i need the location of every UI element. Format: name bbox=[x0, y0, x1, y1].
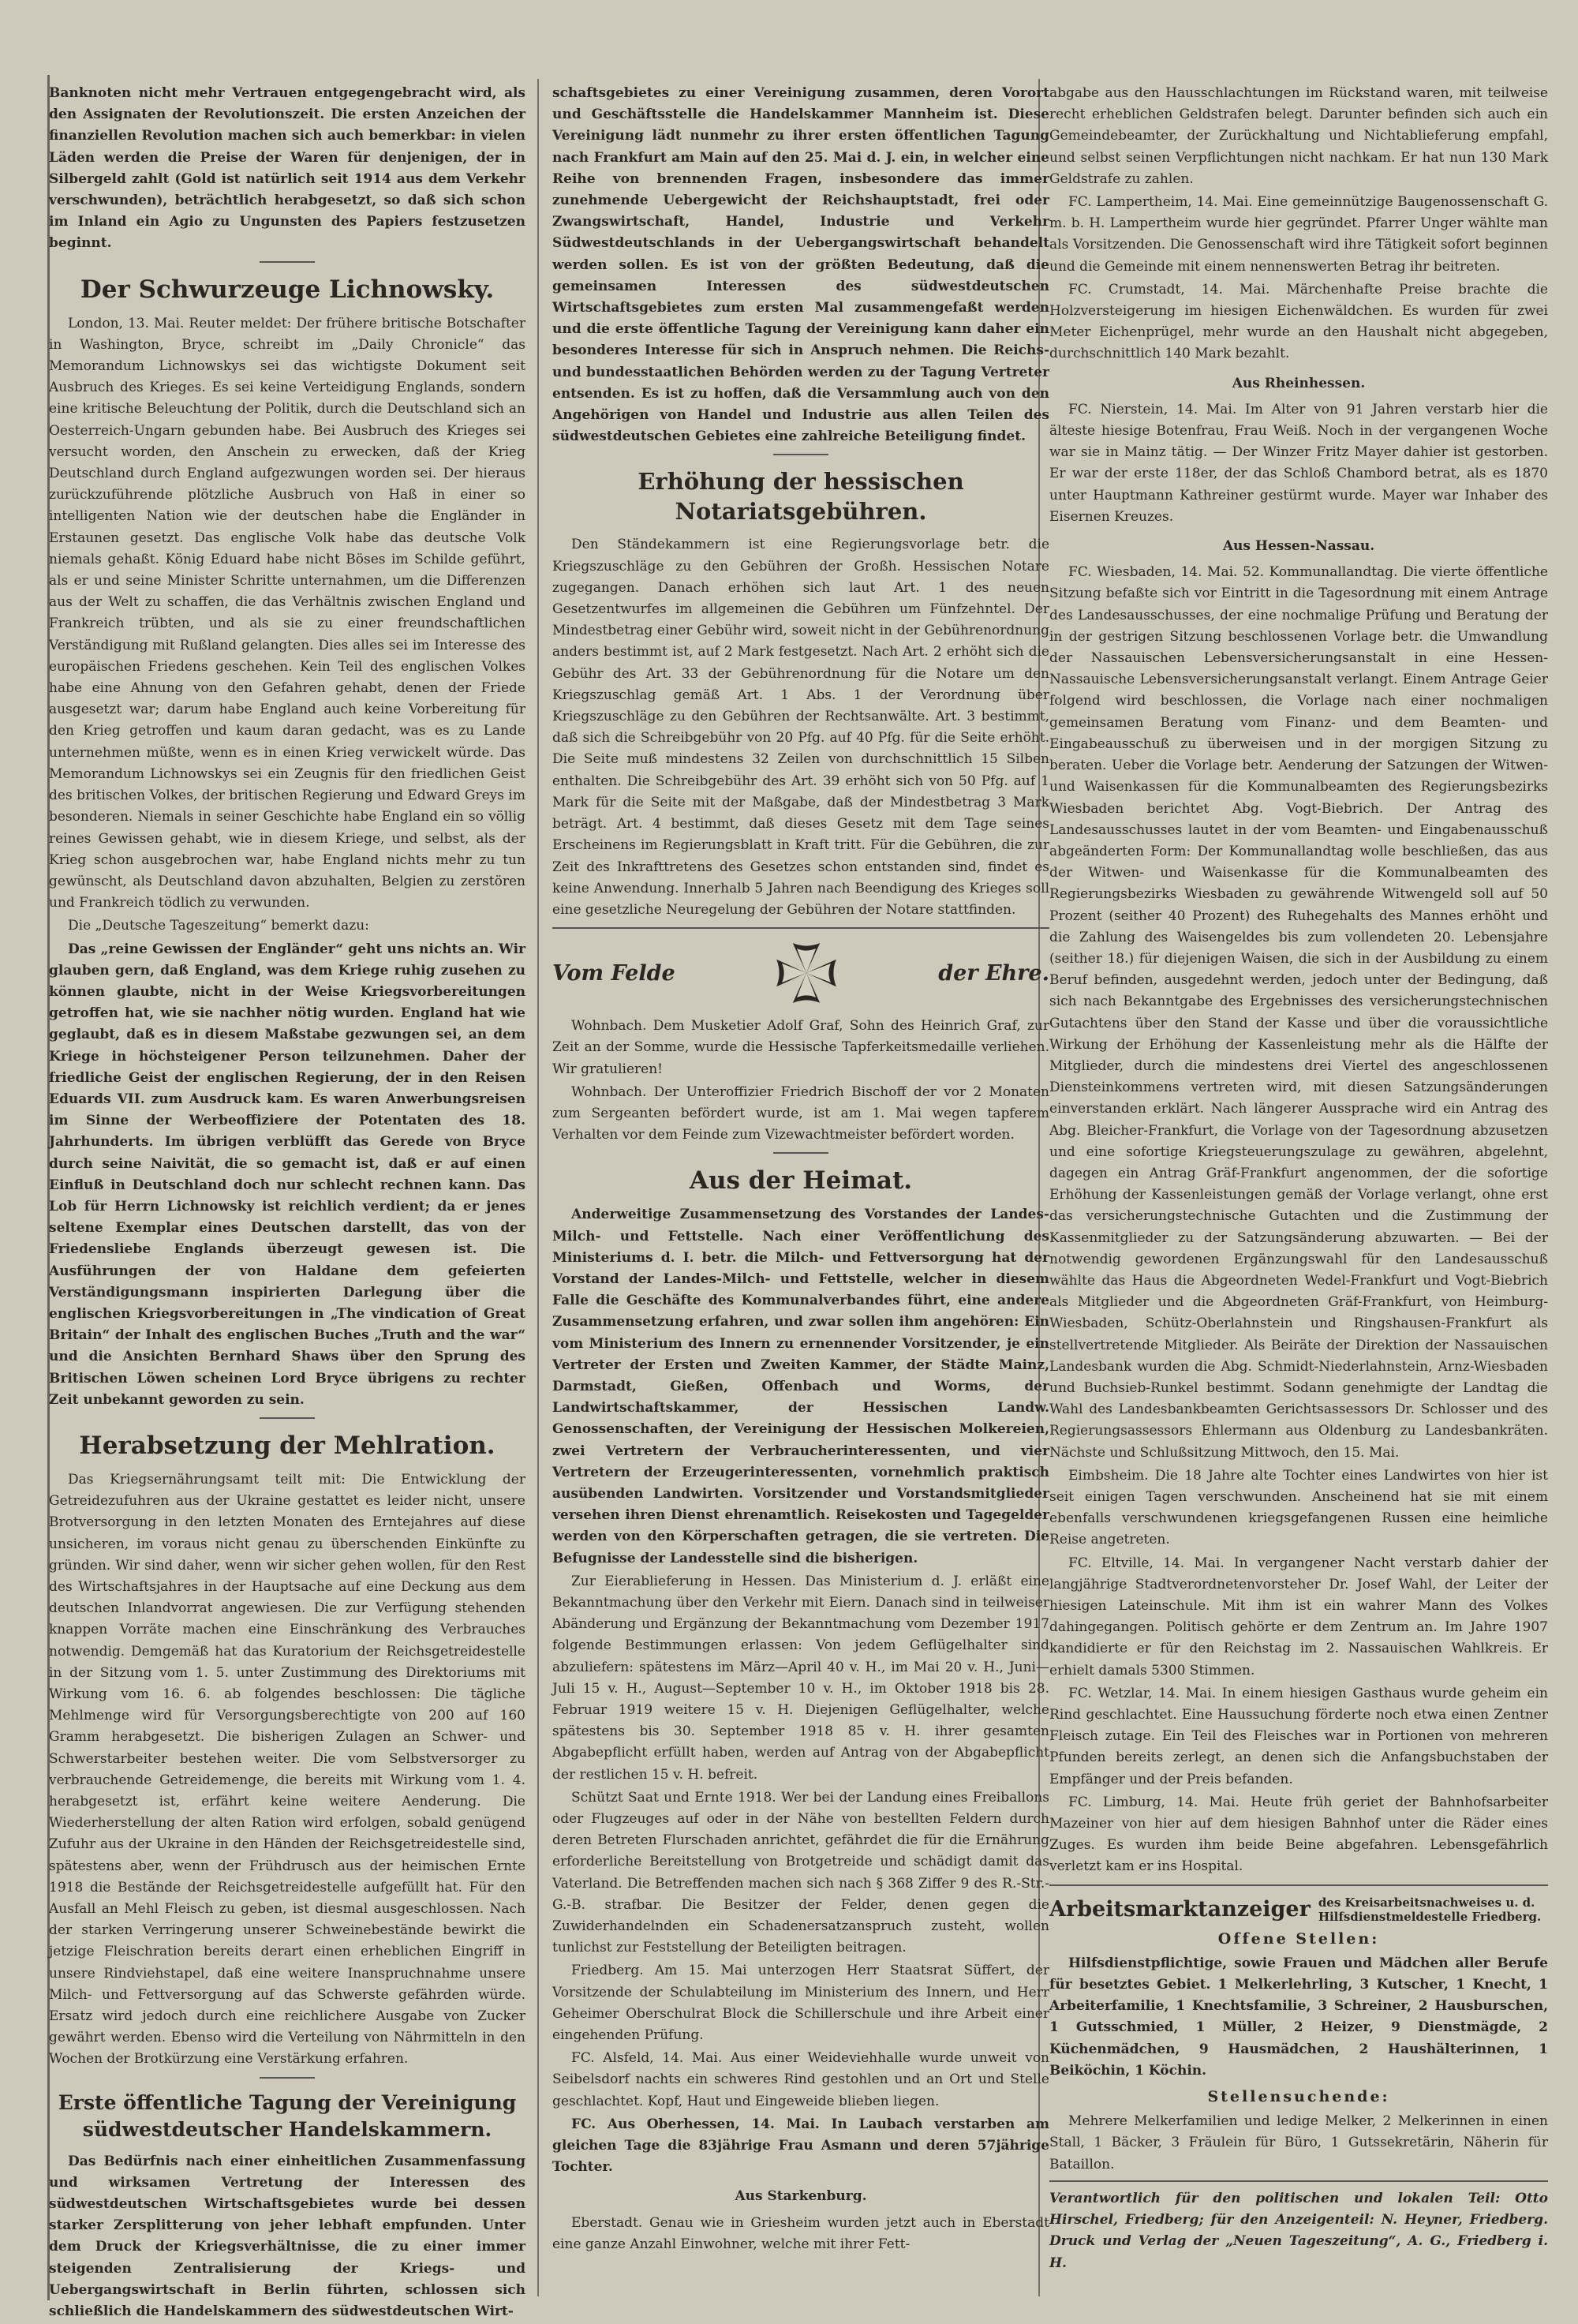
article-continuation: Banknoten nicht mehr Vertrauen entgegengebracht wird, als den Assignaten der Revolutionszeit. Die ersten Anzeichen der finanziellen Revolution machen sich auch bemerkbar: in vielen Läden werden die Preise der Waren für denjenigen, der in Silbergeld zahlt (Gold ist natürlich seit 1914 aus dem Verkehr verschwunden), beträchtlich herabgesetzt, so daß sich schon im Inland ein Agio zu Ungunsten des Papiers festzusetzen beginnt. bbox=[49, 85, 525, 252]
article-paragraph: FC. Lampertheim, 14. Mai. Eine gemeinnützige Baugenossenschaft G. m. b. H. Lampertheim wurde hier gegründet. Pfarrer Unger wählte man als Vorsitzenden. Die Genossenschaft wird ihre Tätigkeit sofort beginnen und die Gemeinde mit einem nennenswerten Betrag ihr beitreten. bbox=[1049, 194, 1548, 275]
column-left bbox=[49, 83, 525, 2320]
column-rule bbox=[537, 79, 539, 2296]
article-paragraph: Eimbsheim. Die 18 Jahre alte Tochter eines Landwirtes von hier ist seit einigen Tagen verschwunden. Anscheinend hat sie mit einem ebenfalls verschwundenen kriegsgefangenen Russen eine heimliche Reise angetreten. bbox=[1049, 1467, 1548, 1548]
article-paragraph: FC. Aus Oberhessen, 14. Mai. In Laubach verstarben am gleichen Tage die 83jährige Frau Asmann und deren 57jährige Tochter. bbox=[552, 2116, 1049, 2176]
article-paragraph: Schützt Saat und Ernte 1918. Wer bei der Landung eines Freiballons oder Flugzeuges auf oder in der Nähe von bestellten Feldern durch deren Betreten Flurschaden anrichtet, gefährdet die für die Ernährung erforderliche Bereitstellung von Brotgetreide und schädigt damit das Vaterland. Die Betreffenden machen sich nach § 368 Ziffer 9 des R.-Str.-G.-B. strafbar. Die Besitzer der Felder, denen gegen die Zuwiderhandelnden ein Schadenersatzanspruch zusteht, wollen tunlichst zur Feststellung der Beteiligten beitragen. bbox=[552, 1789, 1049, 1956]
job-seekers-heading: Stellensuchende: bbox=[1207, 2088, 1390, 2106]
article-paragraph: FC. Crumstadt, 14. Mai. Märchenhafte Preise brachte die Holzversteigerung im hiesigen Eichenwäldchen. Es wurden für zwei Meter Eichenprügel, mehr wurde an den Haushalt nicht abgegeben, durchschnittlich 140 Mark bezahlt. bbox=[1049, 281, 1548, 362]
headline-mehlration: Herabsetzung der Mehlration. bbox=[79, 1431, 495, 1460]
subheading-hessen-nassau: Aus Hessen-Nassau. bbox=[1222, 538, 1375, 555]
separator bbox=[1049, 2180, 1548, 2182]
article-paragraph: Die „Deutsche Tageszeitung“ bemerkt dazu: bbox=[68, 918, 369, 934]
iron-cross-icon bbox=[772, 939, 840, 1007]
open-positions-list: Hilfsdienstpflichtige, sowie Frauen und Mädchen aller Berufe für besetztes Gebiet. 1 Melkerlehrling, 3 Kutscher, 1 Knecht, 1 Arbeiterfamilie, 1 Knechtsfamilie, 3 Schreiner, 2 Hausburschen, 1 Gutsschmied, 1 Müller, 2 Heizer, 9 Dienstmägde, 2 Küchenmädchen, 9 Hausmädchen, 2 Haushälterinnen, 1 Beiköchin, 1 Köchin. bbox=[1049, 1955, 1548, 2079]
article-paragraph: Das Bedürfnis nach einer einheitlichen Zusammenfassung und wirksamen Vertretung der Interessen des südwestdeutschen Wirtschaftsgebietes wurde bei dessen starker Zersplitterung von jeher lebhaft empfunden. Unter dem Druck der Kriegsverhältnisse, die zu einer immer steigenden Zentralisierung der Kriegs- und Uebergangswirtschaft in Berlin führten, schlossen sich schließlich die Handelskammern des südwestdeutschen Wirt- bbox=[49, 2153, 525, 2320]
article-paragraph: FC. Eltville, 14. Mai. In vergangener Nacht verstarb dahier der langjährige Stadtverordnetenvorsteher Dr. Josef Wahl, der Leiter der hiesigen Lateinschule. Mit ihm ist ein wahrer Mann des Volkes dahingegangen. Politisch gehörte er dem Zentrum an. Im Jahre 1907 kandidierte er für den Reichstag im 2. Nassauischen Wahlkreis. Er erhielt damals 5300 Stimmen. bbox=[1049, 1555, 1548, 1678]
labor-market-subtitle-line: Hilfsdienstmeldestelle Friedberg. bbox=[1318, 1909, 1542, 1924]
headline-aus-der-heimat: Aus der Heimat. bbox=[689, 1166, 913, 1196]
separator bbox=[260, 261, 315, 263]
article-paragraph: FC. Wetzlar, 14. Mai. In einem hiesigen Gasthaus wurde geheim ein Rind geschlachtet. Eine Haussuchung förderte noch etwa einen Zentner Fleisch zutage. Ein Teil des Fleisches war in Portionen von mehreren Pfunden bereits zerlegt, an denen sich die Anfangsbuchstaben der Empfänger und der Preis befanden. bbox=[1049, 1685, 1548, 1787]
article-paragraph: FC. Wiesbaden, 14. Mai. 52. Kommunallandtag. Die vierte öffentliche Sitzung befaßte sich vor Eintritt in die Tagesordnung mit einem Antrage des Landesausschusses, der eine nochmalige Prüfung und Beratung der in der gestrigen Sitzung beschlossenen Vorlage betr. die Umwandlung der Nassauischen Lebensversicherungsanstalt in eine Hessen-Nassauische Lebensversicherungsanstalt verlangt. Einem Antrage Geier folgend wird beschlossen, die Vorlage nach einer nochmaligen gemeinsamen Beratung vom Finanz- und dem Beamten- und Eingabeausschuß zu überweisen und in der morgigen Sitzung zu beraten. Ueber die Vorlage betr. Aenderung der Satzungen der Witwen- und Waisenkassen für die Kommunalbeamten des Regierungsbezirks Wiesbaden berichtet Abg. Vogt-Biebrich. Der Antrag des Landesausschusses lautet in der vom Beamten- und Eingabenausschuß abgeänderten Form: Der Kommunallandtag wolle beschließen, das aus der Witwen- und Waisenkasse für die Kommunalbeamten des Regierungsbezirks Wiesbaden zu gewährende Witwengeld soll auf 50 Prozent (seither 40 Prozent) des Ruhegehalts des Mannes erhöht und die Zahlung des Waisengeldes bis zum vollendeten 20. Lebensjahre (seither 18.) für diejenigen Waisen, die sich in der Ausbildung zu einem Beruf befinden, ausgedehnt werden, jedoch unter der Bedingung, daß sich nach Bekanntgabe des Ergebnisses des versicherungstechnischen Gutachtens über den Stand der Kasse und über die voraussichtliche Wirkung der Erhöhung der Kassenleistung mehr als die Hälfte der Mitglieder, durch die mindestens drei Viertel des angeschlossenen Diensteinkommens vertreten wird, mit diesen Satzungsänderungen einverstanden erklärt. Nach längerer Aussprache wird ein Antrag des Abg. Bleicher-Frankfurt, die Vorlage von der Tagesordnung abzusetzen und eine sofortige Kriegsteuerungszulage zu gewähren, abgelehnt, dagegen ein Antrag Gräf-Frankfurt angenommen, der die sofortige Erhöhung der Kassenleistungen gemäß der Vorlage verlangt, ohne erst das versicherungstechnische Gutachten und die Zustimmung der Kassenmitglieder zu der Satzungsänderung abzuwarten. — Bei der notwendig gewordenen Ergänzungswahl für den Landesausschuß wählte das Haus die Abgeordneten Wedel-Frankfurt und Vogt-Biebrich als Mitglieder und die Abgeordneten Gräf-Frankfurt, von Heimburg-Wiesbaden, Schütz-Oberlahnstein und Ringshausen-Frankfurt als stellvertretende Mitglieder. Als Beiräte der Direktion der Nassauischen Landesbank wurden die Abg. Schmidt-Niederlahnstein, Arnz-Wiesbaden und Buchsieb-Runkel bestimmt. Sodann genehmigte der Landtag die Wahl des Landesbankbeamten Gerichtsassessors Dr. Schlosser und des Regierungsassessors Ehlermann aus Oldenburg zu Landesbankräten. Nächste und Schlußsitzung Mittwoch, den 15. Mai. bbox=[1049, 564, 1548, 1461]
subheading-rheinhessen: Aus Rheinhessen. bbox=[1232, 375, 1366, 391]
article-paragraph: FC. Alsfeld, 14. Mai. Aus einer Weideviehhalle wurde unweit von Seibelsdorf nachts ein schweres Rind gestohlen und an Ort und Stelle geschlachtet. Kopf, Haut und Eingeweide blieben liegen. bbox=[552, 2050, 1049, 2109]
article-paragraph: FC. Limburg, 14. Mai. Heute früh geriet der Bahnhofsarbeiter Mazeiner von hier auf dem hiesigen Bahnhof unter die Räder eines Zuges. Es wurden ihm beide Beine abgefahren. Lebensgefährlich verletzt kam er ins Hospital. bbox=[1049, 1794, 1548, 1875]
column-right bbox=[1049, 83, 1548, 2296]
separator bbox=[260, 2077, 315, 2079]
job-seekers-list: Mehrere Melkerfamilien und ledige Melker, 2 Melkerinnen in einen Stall, 1 Bäcker, 3 Fräulein für Büro, 1 Gutssekretärin, Näherin für Bataillon. bbox=[1049, 2113, 1548, 2172]
article-paragraph: Wohnbach. Dem Musketier Adolf Graf, Sohn des Heinrich Graf, zur Zeit an der Somme, wurde die Hessische Tapferkeitsmedaille verliehen. Wir gratulieren! bbox=[552, 1018, 1049, 1077]
separator bbox=[552, 927, 1049, 929]
section-title-right: der Ehre. bbox=[938, 960, 1049, 986]
headline-notariatsgebuehren: Erhöhung der hessischen Notariatsgebühren. bbox=[638, 468, 964, 526]
subheading-starkenburg: Aus Starkenburg. bbox=[735, 2188, 867, 2205]
article-paragraph: Das Kriegsernährungsamt teilt mit: Die Entwicklung der Getreidezufuhren aus der Ukraine gestattet es leider nicht, unsere Brotversorgung in den letzten Monaten des Erntejahres auf diese unsicheren, im voraus nicht genau zu überschenden Einkünfte zu gründen. Wir sind daher, wenn wir sicher gehen wollen, für den Rest des Wirtschaftsjahres in der Hauptsache auf eine Deckung aus dem deutschen Inlandvorrat angewiesen. Die zur Verfügung stehenden knappen Vorräte machen eine Einschränkung des Verbrauches notwendig. Demgemäß hat das Kuratorium der Reichsgetreidestelle in der Sitzung vom 1. 5. unter Zustimmung des Direktoriums mit Wirkung vom 16. 6. ab folgendes beschlossen: Die tägliche Mehlmenge wird für Versorgungsberechtigte von 200 auf 160 Gramm herabgesetzt. Die bisherigen Zulagen an Schwer- und Schwerstarbeiter bestehen weiter. Die vom Selbstversorger zu verbrauchende Getreidemenge, die bereits mit Wirkung vom 1. 4. herabgesetzt ist, erfährt keine weitere Aenderung. Die Wiederherstellung der alten Ration wird erfolgen, sobald genügend Zufuhr aus der Ukraine in den Händen der Reichsgetreidestelle sind, spätestens aber, wenn der Frühdrusch aus der heimischen Ernte 1918 die Bestände der Reichsgetreidestelle aufgefüllt hat. Für den Ausfall an Mehl Fleisch zu geben, ist diesmal ausgeschlossen. Nach der starken Verringerung unserer Schweinebestände bewirkt die jetzige Fleischration bereits derart einen erheblichen Eingriff in unsere Rindviehstapel, daß eine weitere Inanspruchnahme unsere Milch- und Fettversorgung auf das Schwerste gefährden würde. Ersatz wird jedoch durch eine reichlichere Ausgabe von Zucker gewährt werden. Ebenso wird die Verteilung von Nährmitteln in den Wochen der Brotkürzung eine Verstärkung erfahren. bbox=[49, 1471, 525, 2068]
labor-market-subtitle bbox=[1318, 1896, 1541, 1924]
section-vom-felde-der-ehre bbox=[552, 935, 1049, 1011]
separator bbox=[773, 454, 828, 455]
section-title-left: Vom Felde bbox=[552, 960, 675, 986]
article-paragraph: Das „reine Gewissen der Engländer“ geht uns nichts an. Wir glauben gern, daß England, was dem Kriege ruhig zusehen zu können glaubte, nicht in der Weise Kriegsvorbereitungen getroffen hat, wie sie nachher nötig wurden. England hat wie geglaubt, daß es in diesem Maßstabe gezwungen sei, an dem Kriege in höchsteigener Person teilzunehmen. Daher der friedliche Geist der englischen Regierung, der in den Reisen Eduards VII. zum Ausdruck kam. Es waren Anwerbungsreisen im Sinne der Werbeoffiziere der Potentaten des 18. Jahrhunderts. Im übrigen verblüfft das Gerede von Bryce durch seine Naivität, die so gemacht ist, daß er auf einen Einfluß in Deutschland doch nur schlecht rechnen kann. Das Lob für Herrn Lichnowsky ist reichlich verdient; da er jenes seltene Exemplar eines Deutschen darstellt, das von der Friedensliebe Englands überzeugt gewesen ist. Die Ausführungen der von Haldane dem gefeierten Verständigungsmann inspirierten Darlegung über die englischen Kriegsvorbereitungen in „The vindication of Great Britain“ der Inhalt des englischen Buches „Truth and the war“ und die Ansichten Bernhard Shaws über den Sprung des Britischen Löwen scheinen Lord Bryce übrigens zu rechter Zeit unbekannt geworden zu sein. bbox=[49, 941, 525, 1408]
headline-handelskammern: Erste öffentliche Tagung der Vereinigung südwestdeutscher Handelskammern. bbox=[58, 2090, 517, 2141]
article-paragraph: Eberstadt. Genau wie in Griesheim wurden jetzt auch in Eberstadt eine ganze Anzahl Einwohner, welche mit ihrer Fett- bbox=[552, 2214, 1049, 2252]
separator bbox=[260, 1417, 315, 1419]
article-paragraph: Zur Eierablieferung in Hessen. Das Ministerium d. J. erläßt eine Bekanntmachung über den Verkehr mit Eiern. Danach sind in teilweiser Abänderung und Ergänzung der Bekanntmachung vom Dezember 1917 folgende Bestimmungen erlassen: Von jedem Geflügelhalter sind abzuliefern: spätestens im März—April 40 v. H., im Mai 20 v. H., Juni—Juli 15 v. H., August—September 10 v. H., im Oktober 1918 bis 28. Februar 1919 weitere 15 v. H. Diejenigen Geflügelhalter, welche spätestens bis 30. September 1918 85 v. H. ihrer gesamten Abgabepflicht erfüllt haben, werden auf Antrag von der Abgabepflicht der restlichen 15 v. H. befreit. bbox=[552, 1573, 1049, 1783]
labor-market-header bbox=[1049, 1896, 1548, 1924]
article-continuation: schaftsgebietes zu einer Vereinigung zusammen, deren Vorort und Geschäftsstelle die Handelskammer Mannheim ist. Diese Vereinigung lädt nunmehr zu ihrer ersten öffentlichen Tagung nach Frankfurt am Main auf den 25. Mai d. J. ein, in welcher eine Reihe von brennenden Fragen, insbesondere das immer zunehmende Uebergewicht der Reichshauptstadt, frei oder Zwangswirtschaft, Handel, Industrie und Verkehr Südwestdeutschlands in der Uebergangswirtschaft behandelt werden sollen. Es ist von der größten Bedeutung, daß die gemeinsamen Interessen des südwestdeutschen Wirtschaftsgebietes zum ersten Mal zusammengefaßt werden und die erste öffentliche Tagung der Vereinigung kann daher ein besonderes Interesse für sich in Anspruch nehmen. Die Reichs- und bundesstaatlichen Behörden werden zu der Tagung Vertreter entsenden. Es ist zu hoffen, daß die Versammlung auch von den Angehörigen von Handel und Industrie aus allen Teilen des südwestdeutschen Gebietes eine zahlreiche Beteiligung findet. bbox=[552, 85, 1049, 445]
article-paragraph: London, 13. Mai. Reuter meldet: Der frühere britische Botschafter in Washington, Bryce, schreibt im „Daily Chronicle“ das Memorandum Lichnowskys sei das wichtigste Dokument seit Ausbruch des Krieges. Es sei keine Verteidigung Englands, sondern eine kritische Beleuchtung der Politik, durch die Deutschland sich an Oesterreich-Ungarn gebunden habe. Bei Ausbruch des Krieges sei versucht worden, den Anschein zu erwecken, daß der Krieg Deutschland durch England aufgezwungen worden sei. Der hieraus zurückzuführende plötzliche Ausbruch von Haß in einer so intelligenten Nation wie der deutschen habe die Engländer in Erstaunen gesetzt. Das englische Volk habe das deutsche Volk niemals gehaßt. König Eduard habe nicht Böses im Schilde geführt, als er und seine Minister Schritte unternahmen, um die Differenzen aus der Welt zu schaffen, die das Verhältnis zwischen England und Frankreich trübten, und als sie zu einer freundschaftlichen Verständigung mit Rußland gelangten. Dies alles sei im Interesse des europäischen Friedens geschehen. Kein Teil des englischen Volkes habe eine Ahnung von den Gefahren gehabt, denen der Friede ausgesetzt war; darum habe England auch keine Vorbereitung für den Krieg getroffen und kaum daran gedacht, was es zu Lande unternehmen müßte, wenn es in einen Krieg verwickelt würde. Das Memorandum Lichnowskys sei ein Zeugnis für den friedlichen Geist des britischen Volkes, der britischen Regierung und Edward Greys im besonderen. Niemals in seiner Geschichte habe England ein so völlig reines Gewissen gehabt, wie in diesem Kriege, und selbst, als der Krieg schon ausgebrochen war, habe England nichts mehr zu tun gewünscht, als Deutschland davon abzuhalten, Belgien zu zerstören und Frankreich tödlich zu verwunden. bbox=[49, 315, 525, 911]
imprint: Verantwortlich für den politischen und lokalen Teil: Otto Hirschel, Friedberg; für den Anzeigenteil: N. Heyner, Friedberg. Druck und Verlag der „Neuen Tageszeitung“, A. G., Friedberg i. H. bbox=[1049, 2190, 1548, 2271]
labor-market-subtitle-line: des Kreisarbeitsnachweises u. d. bbox=[1318, 1895, 1535, 1910]
separator bbox=[1049, 1884, 1548, 1886]
article-paragraph: Friedberg. Am 15. Mai unterzogen Herr Staatsrat Süffert, der Vorsitzende der Schulabteilung im Ministerium des Innern, und Herr Geheimer Oberschulrat Block die Schillerschule und ihre Arbeit einer eingehenden Prüfung. bbox=[552, 1963, 1049, 2044]
article-paragraph: Wohnbach. Der Unteroffizier Friedrich Bischoff der vor 2 Monaten zum Sergeanten befördert wurde, ist am 1. Mai wegen tapferem Verhalten vor dem Feinde zum Vizewachtmeister befördert worden. bbox=[552, 1083, 1049, 1143]
headline-lichnowsky: Der Schwurzeuge Lichnowsky. bbox=[80, 275, 495, 304]
article-paragraph: FC. Nierstein, 14. Mai. Im Alter von 91 Jahren verstarb hier die älteste hiesige Botenfrau, Frau Weiß. Noch in der vergangenen Woche war sie in Mainz tätig. — Der Winzer Fritz Mayer dahier ist gestorben. Er war der erste 118er, der das Schloß Chambord betrat, als es 1870 unter Hauptmann Kathreiner gestürmt wurde. Mayer war Inhaber des Eisernen Kreuzes. bbox=[1049, 401, 1548, 525]
separator bbox=[773, 1152, 828, 1154]
article-paragraph: Anderweitige Zusammensetzung des Vorstandes der Landes-Milch- und Fettstelle. Nach einer Veröffentlichung des Ministeriums d. I. betr. die Milch- und Fettversorgung hat der Vorstand der Landes-Milch- und Fettstelle, welcher in diesem Falle die Geschäfte des Kommunalverbandes führt, eine andere Zusammensetzung erfahren, und zwar sollen ihm angehören: Ein vom Ministerium des Innern zu ernennender Vorsitzender, je ein Vertreter der Ersten und Zweiten Kammer, der Städte Mainz, Darmstadt, Gießen, Offenbach und Worms, der Landwirtschaftskammer, der Hessischen Landw. Genossenschaften, der Vereinigung der Hessischen Molkereien, zwei Vertretern der Verbraucherinteressenten, und vier Vertretern der Erzeugerinteressenten, vornehmlich praktisch ausübenden Landwirten. Vorsitzender und Vorstandsmitglieder versehen ihren Dienst ehrenamtlich. Reisekosten und Tagegelder werden von den Körperschaften getragen, die sie vertreten. Die Befugnisse der Landesstelle sind die bisherigen. bbox=[552, 1207, 1049, 1566]
column-middle bbox=[552, 83, 1049, 2296]
open-positions-heading: Offene Stellen: bbox=[1217, 1929, 1380, 1948]
article-continuation: abgabe aus den Hausschlachtungen im Rückstand waren, mit teilweise recht erheblichen Geldstrafen belegt. Darunter befinden sich auch ein Gemeindebeamter, der Zurückhaltung und Nichtablieferung empfahl, und selbst seinen Verpflichtungen nicht nachkam. Er hat nun 130 Mark Geldstrafe zu zahlen. bbox=[1049, 85, 1548, 187]
labor-market-title: Arbeitsmarktanzeiger bbox=[1049, 1896, 1311, 1922]
article-paragraph: Den Ständekammern ist eine Regierungsvorlage betr. die Kriegszuschläge zu den Gebühren der Großh. Hessischen Notare zugegangen. Danach erhöhen sich laut Art. 1 des neuen Gesetzentwurfes im allgemeinen die Gebühren um Fünfzehntel. Der Mindestbetrag einer Gebühr wird, soweit nicht in der Gebührenordnung anders bestimmt ist, auf 2 Mark festgesetzt. Nach Art. 2 erhöht sich die Gebühr des Art. 33 der Gebührenordnung für die Notare um den Kriegszuschlag gemäß Art. 1 Abs. 1 der Verordnung über Kriegszuschläge zu den Gebühren der Rechtsanwälte. Art. 3 bestimmt, daß sich die Schreibgebühr von 20 Pfg. auf 40 Pfg. für die Seite erhöht. Die Seite muß mindestens 32 Zeilen von durchschnittlich 15 Silben enthalten. Die Schreibgebühr des Art. 39 erhöht sich von 50 Pfg. auf 1 Mark für die Seite mit der Maßgabe, daß der Mindestbetrag 3 Mark beträgt. Art. 4 bestimmt, daß dieses Gesetz mit dem Tage seines Erscheinens im Regierungsblatt in Kraft tritt. Für die Gebühren, die zur Zeit des Inkrafttretens des Gesetzes schon entstanden sind, findet es keine Anwendung. Innerhalb 5 Jahren nach Beendigung des Krieges soll eine gesetzliche Neuregelung der Gebühren der Notare stattfinden. bbox=[552, 537, 1049, 918]
